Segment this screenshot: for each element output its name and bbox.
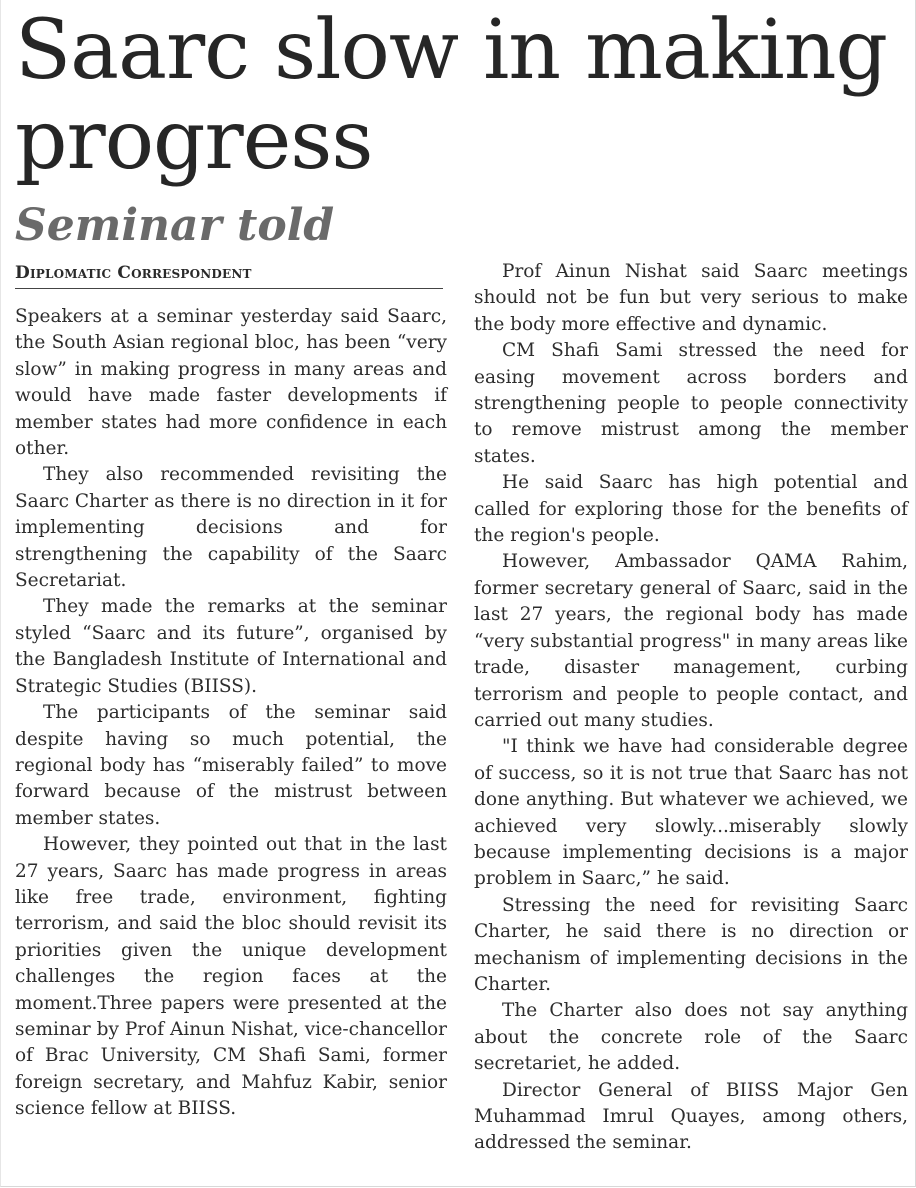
paragraph: However, they pointed out that in the last 27 years, Saarc has made progress in areas like free trade, environment, fighting terrorism, and said the bloc should revisit its priorities given the unique development challenges the region faces at the moment.Three papers were presented at the seminar by Prof Ainun Nishat, vice-chancellor of Brac University, CM Shafi Sami, former foreign secretary, and Mahfuz Kabir, senior science fellow at BIISS. bbox=[15, 834, 447, 1120]
paragraph: Director General of BIISS Major Gen Muhammad Imrul Quayes, among others, addressed the seminar. bbox=[474, 1079, 908, 1154]
article-column-right bbox=[474, 259, 908, 1157]
paragraph: The Charter also does not say anything about the concrete role of the Saarc secretariet, he added. bbox=[474, 1000, 908, 1075]
paragraph: They also recommended revisiting the Saarc Charter as there is no direction in it for implementing decisions and for strengthening the capability of the Saarc Secretariat. bbox=[15, 464, 447, 592]
subheadline: Seminar told bbox=[15, 200, 335, 251]
paragraph: The participants of the seminar said despite having so much potential, the regional body has “miserably failed” to move forward because of the mistrust between member states. bbox=[15, 702, 447, 829]
article-column-left bbox=[15, 304, 447, 1123]
paragraph: CM Shafi Sami stressed the need for easing movement across borders and strengthening people to people connectivity to remove mistrust among the member states. bbox=[474, 340, 908, 467]
paragraph: Stressing the need for revisiting Saarc Charter, he said there is no direction or mechanism of implementing decisions in the Charter. bbox=[474, 894, 908, 995]
paragraph: Prof Ainun Nishat said Saarc meetings should not be fun but very serious to make the body more effective and dynamic. bbox=[474, 261, 908, 335]
byline: Diplomatic Correspondent bbox=[15, 262, 443, 289]
paragraph: They made the remarks at the seminar styled “Saarc and its future”, organised by the Bangladesh Institute of International and Strategic Studies (BIISS). bbox=[15, 596, 447, 697]
paragraph: "I think we have had considerable degree of success, so it is not true that Saarc has not done anything. But whatever we achieved, we achieved very slowly...miserably slowly because implementing decisions is a major problem in Saarc,” he said. bbox=[474, 736, 908, 890]
paragraph: Speakers at a seminar yesterday said Saarc, the South Asian regional bloc, has been “very slow” in making progress in many areas and would have made faster developments if member states had more confidence in each other. bbox=[15, 306, 447, 460]
paragraph: He said Saarc has high potential and called for exploring those for the benefits of the region's people. bbox=[474, 472, 908, 547]
paragraph: However, Ambassador QAMA Rahim, former secretary general of Saarc, said in the last 27 years, the regional body has made “very substantial progress" in many areas like trade, disaster management, curbing terrorism and people to people contact, and carried out many studies. bbox=[474, 551, 908, 731]
headline: Saarc slow in making progress bbox=[15, 3, 888, 188]
